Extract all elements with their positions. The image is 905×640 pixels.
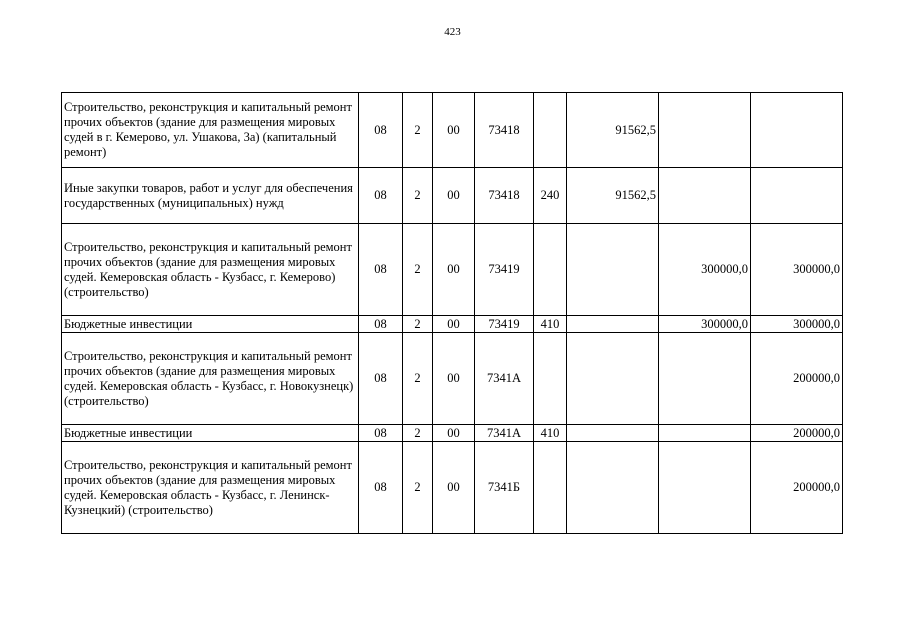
page-number: 423 xyxy=(444,26,461,38)
row-subsection: 2 xyxy=(403,168,433,224)
row-section: 08 xyxy=(359,333,403,425)
row-expense-type xyxy=(534,224,567,316)
row-sum-3: 200000,0 xyxy=(751,333,843,425)
row-section: 08 xyxy=(359,442,403,534)
row-sum-3 xyxy=(751,93,843,168)
row-sum-2 xyxy=(659,425,751,442)
row-sum-1 xyxy=(567,316,659,333)
row-sum-1 xyxy=(567,442,659,534)
row-sum-3: 200000,0 xyxy=(751,442,843,534)
row-target-code: 73419 xyxy=(475,224,534,316)
row-sum-2: 300000,0 xyxy=(659,316,751,333)
row-expense-type xyxy=(534,442,567,534)
table-row xyxy=(62,333,843,425)
row-name: Строительство, реконструкция и капитальный ремонт прочих объектов (здание для размещения мировых судей. Кемеровская область - Кузбасс, г. Новокузнецк) (строительство) xyxy=(62,333,359,425)
row-sum-3 xyxy=(751,168,843,224)
row-expense-type: 240 xyxy=(534,168,567,224)
table-row xyxy=(62,425,843,442)
row-sum-1 xyxy=(567,333,659,425)
row-target-code: 7341Б xyxy=(475,442,534,534)
table-row xyxy=(62,93,843,168)
row-name: Строительство, реконструкция и капитальный ремонт прочих объектов (здание для размещения мировых судей в г. Кемерово, ул. Ушакова, 3а) (капитальный ремонт) xyxy=(62,93,359,168)
row-program-code: 00 xyxy=(433,168,475,224)
row-sum-1 xyxy=(567,224,659,316)
row-target-code: 73418 xyxy=(475,168,534,224)
budget-table xyxy=(61,92,843,534)
row-sum-1: 91562,5 xyxy=(567,168,659,224)
table-row xyxy=(62,168,843,224)
row-target-code: 7341А xyxy=(475,333,534,425)
row-section: 08 xyxy=(359,168,403,224)
row-expense-type: 410 xyxy=(534,425,567,442)
row-sum-2 xyxy=(659,333,751,425)
row-name: Строительство, реконструкция и капитальный ремонт прочих объектов (здание для размещения мировых судей. Кемеровская область - Кузбасс, г. Кемерово) (строительство) xyxy=(62,224,359,316)
row-sum-2 xyxy=(659,442,751,534)
row-subsection: 2 xyxy=(403,224,433,316)
row-program-code: 00 xyxy=(433,224,475,316)
row-expense-type: 410 xyxy=(534,316,567,333)
row-subsection: 2 xyxy=(403,333,433,425)
row-target-code: 73418 xyxy=(475,93,534,168)
row-sum-1 xyxy=(567,425,659,442)
row-subsection: 2 xyxy=(403,93,433,168)
row-sum-3: 200000,0 xyxy=(751,425,843,442)
table-row xyxy=(62,224,843,316)
row-sum-2 xyxy=(659,93,751,168)
row-program-code: 00 xyxy=(433,425,475,442)
row-section: 08 xyxy=(359,316,403,333)
row-program-code: 00 xyxy=(433,93,475,168)
row-program-code: 00 xyxy=(433,316,475,333)
table-row xyxy=(62,442,843,534)
row-program-code: 00 xyxy=(433,333,475,425)
row-name: Строительство, реконструкция и капитальный ремонт прочих объектов (здание для размещения мировых судей. Кемеровская область - Кузбасс, г. Ленинск-Кузнецкий) (строительство) xyxy=(62,442,359,534)
row-section: 08 xyxy=(359,93,403,168)
row-name: Иные закупки товаров, работ и услуг для обеспечения государственных (муниципальных) нужд xyxy=(62,168,359,224)
row-name: Бюджетные инвестиции xyxy=(62,316,359,333)
row-subsection: 2 xyxy=(403,425,433,442)
row-expense-type xyxy=(534,333,567,425)
row-sum-3: 300000,0 xyxy=(751,224,843,316)
row-sum-3: 300000,0 xyxy=(751,316,843,333)
row-target-code: 7341А xyxy=(475,425,534,442)
row-sum-1: 91562,5 xyxy=(567,93,659,168)
row-subsection: 2 xyxy=(403,316,433,333)
row-expense-type xyxy=(534,93,567,168)
row-program-code: 00 xyxy=(433,442,475,534)
row-target-code: 73419 xyxy=(475,316,534,333)
row-sum-2 xyxy=(659,168,751,224)
row-section: 08 xyxy=(359,224,403,316)
row-subsection: 2 xyxy=(403,442,433,534)
row-name: Бюджетные инвестиции xyxy=(62,425,359,442)
row-sum-2: 300000,0 xyxy=(659,224,751,316)
table-row xyxy=(62,316,843,333)
row-section: 08 xyxy=(359,425,403,442)
